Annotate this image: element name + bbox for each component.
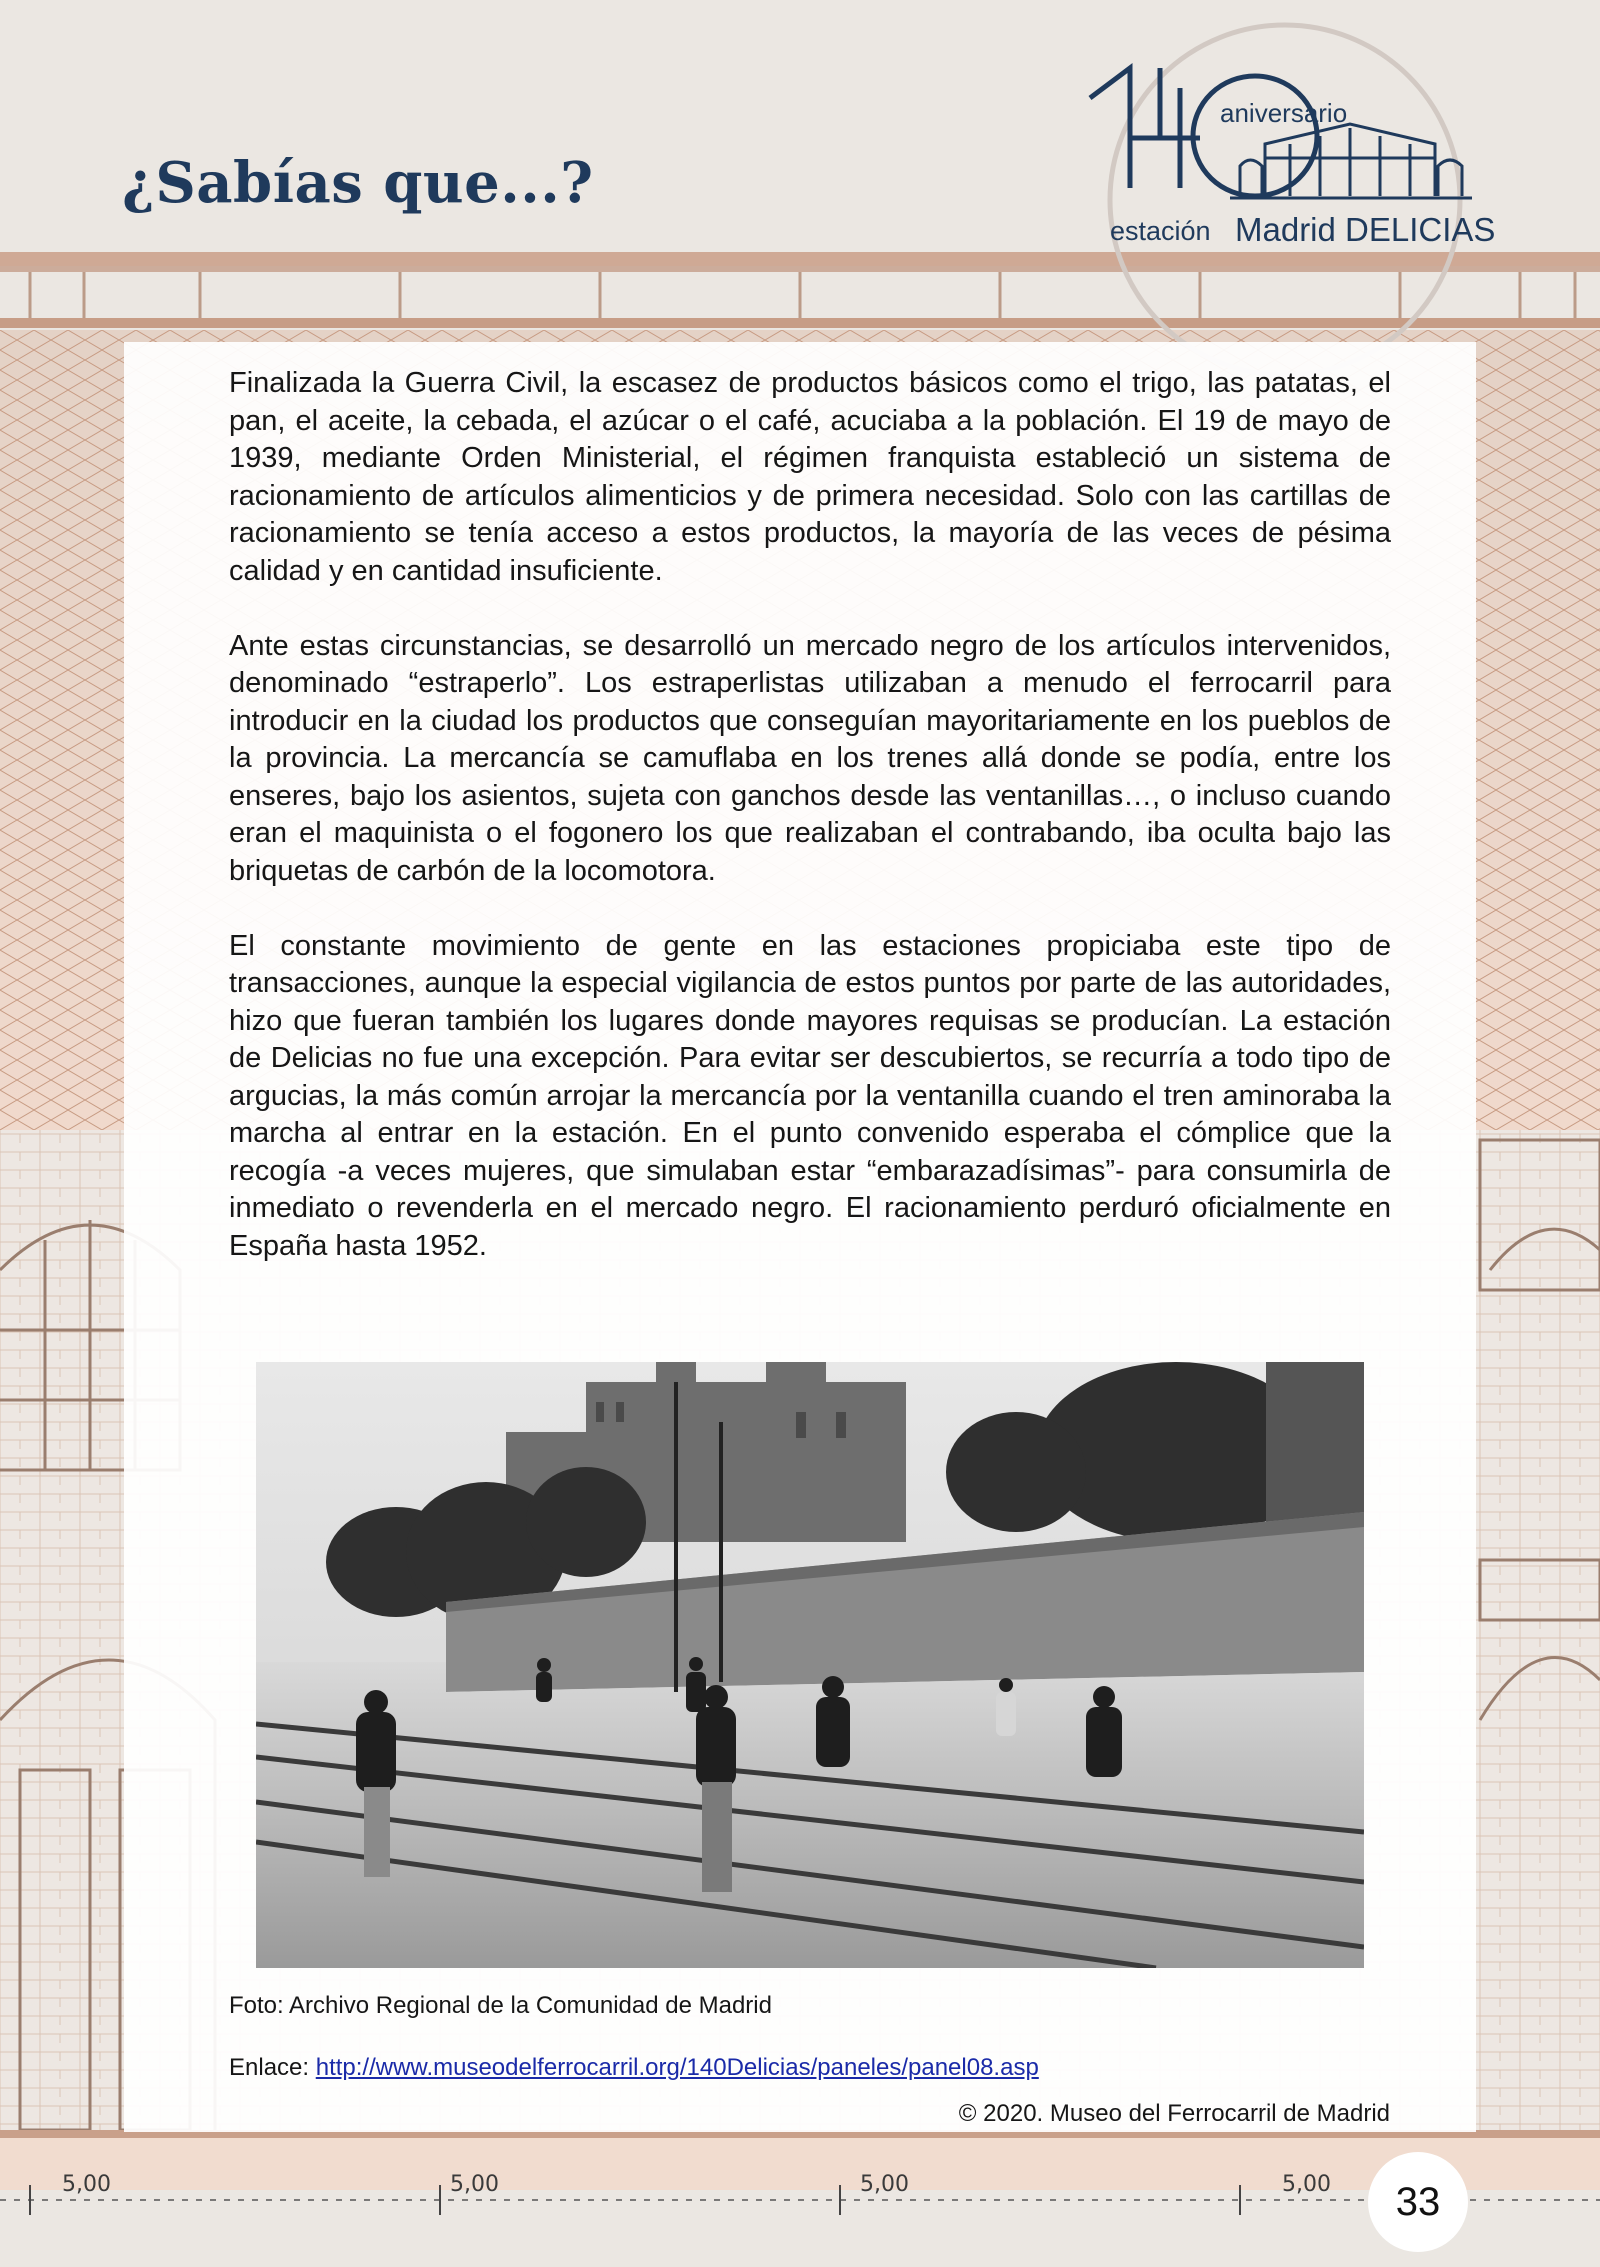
paragraph-3: El constante movimiento de gente en las estaciones propiciaba este tipo de transacciones, aunque la especial vigilancia de estos puntos por parte de las autoridades, hizo que fueran también los lugares donde mayores requisas se producían. La estación de Delicias no fue una excepción. Para evitar ser descubiertos, se recurría a todo tipo de argucias, la más común arrojar la mercancía por la ventanilla cuando el tren aminoraba la marcha al entrar en la estación. En el punto convenido esperaba el cómplice que la recogía -a veces mujeres, que simulaban estar “embarazadísimas”- para consumirla de inmediato o revenderla en el mercado negro. El racionamiento perduró oficialmente en España hasta 1952. [229,929,1391,1262]
source-link[interactable]: http://www.museodelferrocarril.org/140Delicias/paneles/panel08.asp [315,2054,1039,2081]
dimension-label: 5,00 [860,2172,909,2197]
logo-station-name: Madrid DELICIAS [1235,211,1496,248]
page-title: ¿Sabías que...? [122,150,594,216]
logo-anniversary-text: aniversario [1220,98,1348,128]
paragraph-2: Ante estas circunstancias, se desarrolló un mercado negro de los artículos intervenidos, denominado “estraperlo”. Los estraperlistas utilizaban a menudo el ferrocarril para introducir en la ciudad los productos que conseguían mayoritariamente en los pueblos de la provincia. La mercancía se camuflaba en los trenes allá donde se podía, entre los enseres, bajo los asientos, sujeta con ganchos desde las ventanillas…, o incluso cuando eran el maquinista o el fogonero los que realizaban el contrabando, iba oculta bajo las briquetas de carbón de la locomotora. [229,629,1391,887]
logo-prefix: estación [1110,216,1211,246]
article-body [229,365,1391,1303]
copyright-notice: © 2020. Museo del Ferrocarril de Madrid [958,2100,1390,2127]
link-label: Enlace: [229,2054,310,2081]
dimension-label: 5,00 [1282,2172,1331,2197]
page-number: 33 [1368,2152,1468,2252]
dimension-label: 5,00 [62,2172,111,2197]
historical-photo [256,1362,1364,1968]
photo-caption: Foto: Archivo Regional de la Comunidad de Madrid [229,1992,772,2019]
dimension-label: 5,00 [450,2172,499,2197]
anniversary-logo [1080,48,1500,263]
paragraph-1: Finalizada la Guerra Civil, la escasez de productos básicos como el trigo, las patatas, el pan, el aceite, la cebada, el azúcar o el café, acuciaba a la población. El 19 de mayo de 1939, mediante Orden Ministerial, el régimen franquista estableció un sistema de racionamiento de artículos alimenticios y de primera necesidad. Solo con las cartillas de racionamiento se tenía acceso a estos productos, la mayoría de las veces de pésima calidad y en cantidad insuficiente. [229,367,1391,587]
link-line [229,2054,1039,2082]
